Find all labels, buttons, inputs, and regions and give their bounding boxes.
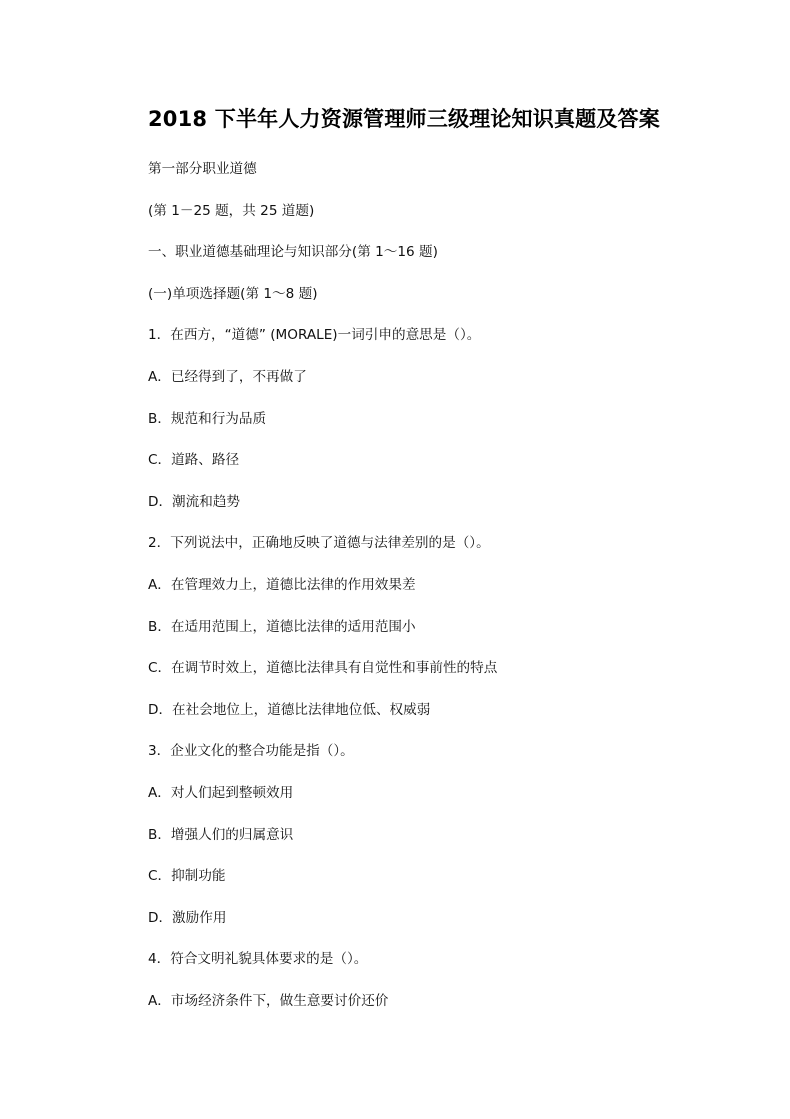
option-4a: A．市场经济条件下，做生意要讨价还价: [148, 992, 389, 1009]
section-note: (第 1－25 题，共 25 道题): [148, 202, 315, 219]
document-title: 2018 下半年人力资源管理师三级理论知识真题及答案: [148, 107, 660, 131]
question-2: 2．下列说法中，正确地反映了道德与法律差别的是（）。: [148, 535, 490, 552]
option-2d: D．在社会地位上，道德比法律地位低、权威弱: [148, 701, 431, 718]
option-1b: B．规范和行为品质: [148, 410, 267, 427]
section-heading: 第一部分职业道德: [148, 161, 257, 177]
option-1d: D．潮流和趋势: [148, 493, 241, 510]
question-3: 3．企业文化的整合功能是指（）。: [148, 743, 354, 760]
question-1: 1．在西方，“道德” (MORALE)一词引申的意思是（）。: [148, 327, 481, 344]
option-3d: D．激励作用: [148, 909, 227, 926]
option-2b: B．在适用范围上，道德比法律的适用范围小: [148, 618, 416, 635]
option-3b: B．增强人们的归属意识: [148, 826, 294, 843]
subsection-heading: 一、职业道德基础理论与知识部分(第 1～16 题): [148, 244, 438, 261]
option-2a: A．在管理效力上，道德比法律的作用效果差: [148, 576, 416, 593]
option-2c: C．在调节时效上，道德比法律具有自觉性和事前性的特点: [148, 660, 498, 677]
question-group-heading: (一)单项选择题(第 1～8 题): [148, 285, 318, 302]
option-1c: C．道路、路径: [148, 452, 240, 469]
question-4: 4．符合文明礼貌具体要求的是（）。: [148, 951, 368, 968]
option-3c: C．抑制功能: [148, 868, 226, 885]
option-1a: A．已经得到了，不再做了: [148, 368, 307, 385]
document-body: [148, 157, 497, 1030]
option-3a: A．对人们起到整顿效用: [148, 784, 294, 801]
